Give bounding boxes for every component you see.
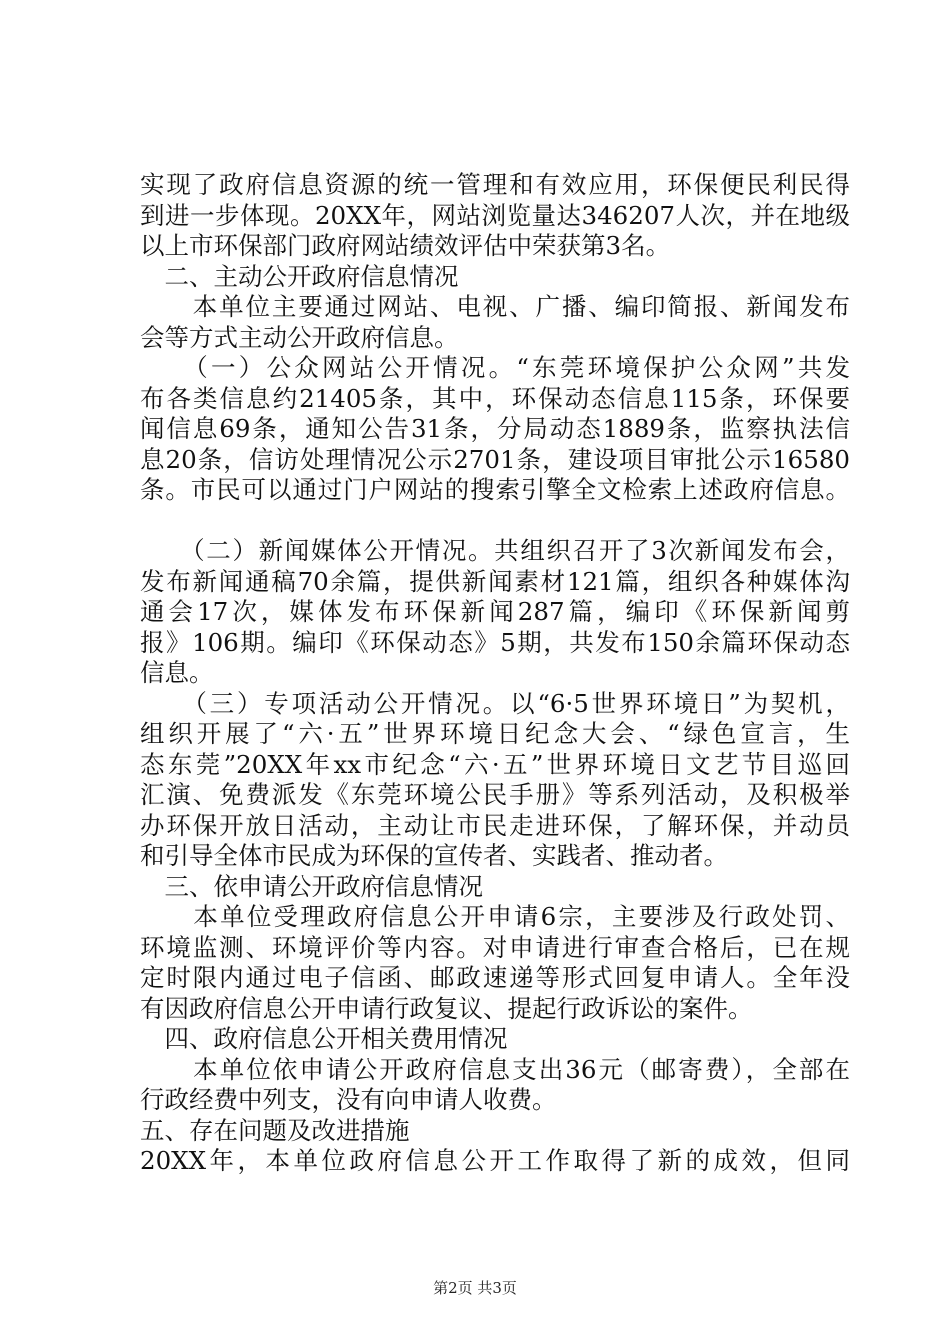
body-line: 环境监测、环境评价等内容。对申请进行审查合格后，已在规 — [140, 932, 850, 962]
body-line: 信息。 — [140, 658, 214, 687]
body-line: 息20条，信访处理情况公示2701条，建设项目审批公示16580 — [140, 444, 850, 474]
body-line: 20XX年，本单位政府信息公开工作取得了新的成效，但同 — [140, 1146, 850, 1175]
body-line: 本单位受理政府信息公开申请6宗，主要涉及行政处罚、 — [140, 902, 850, 931]
body-line: 实现了政府信息资源的统一管理和有效应用，环保便民利民得 — [140, 170, 850, 199]
body-line: 汇演、免费派发《东莞环境公民手册》等系列活动，及积极举 — [140, 780, 850, 809]
body-line: 和引导全体市民成为环保的宣传者、实践者、推动者。 — [140, 841, 728, 870]
body-line: （二）新闻媒体公开情况。共组织召开了3次新闻发布会， — [140, 536, 850, 565]
body-line: 闻信息69条，通知公告31条，分局动态1889条，监察执法信 — [140, 414, 850, 443]
body-line: 定时限内通过电子信函、邮政速递等形式回复申请人。全年没 — [140, 963, 850, 992]
body-line: 通会17次，媒体发布环保新闻287篇，编印《环保新闻剪 — [140, 597, 850, 626]
section-heading: 三、依申请公开政府信息情况 — [140, 871, 483, 901]
body-line: 组织开展了“六·五”世界环境日纪念大会、“绿色宣言，生 — [140, 719, 850, 748]
document-body — [140, 170, 850, 1177]
body-line: （一）公众网站公开情况。“东莞环境保护公众网”共发 — [140, 353, 850, 382]
body-line: 会等方式主动公开政府信息。 — [140, 322, 459, 352]
body-line: 办环保开放日活动，主动让市民走进环保，了解环保，并动员 — [140, 810, 850, 840]
body-line: 到进一步体现。20XX年，网站浏览量达346207人次，并在地级 — [140, 200, 850, 230]
page-number-footer: 第2页 共3页 — [433, 1279, 517, 1297]
body-line: 报》106期。编印《环保动态》5期，共发布150余篇环保动态 — [140, 627, 850, 657]
body-line: 发布新闻通稿70余篇，提供新闻素材121篇，组织各种媒体沟 — [140, 566, 850, 596]
body-line: 本单位主要通过网站、电视、广播、编印简报、新闻发布 — [140, 292, 850, 321]
body-line: 条。市民可以通过门户网站的搜索引擎全文检索上述政府信息。 — [140, 475, 850, 504]
section-heading: 二、主动公开政府信息情况 — [140, 261, 459, 291]
section-heading: 四、政府信息公开相关费用情况 — [140, 1024, 508, 1053]
body-line: 布各类信息约21405条，其中，环保动态信息115条，环保要 — [140, 383, 850, 413]
body-line: 本单位依申请公开政府信息支出36元（邮寄费），全部在 — [140, 1054, 850, 1084]
body-line: 态东莞”20XX年xx市纪念“六·五”世界环境日文艺节目巡回 — [140, 749, 850, 779]
section-heading: 五、存在问题及改进措施 — [140, 1115, 410, 1145]
body-line: （三）专项活动公开情况。以“6·5世界环境日”为契机， — [140, 688, 850, 718]
body-line: 以上市环保部门政府网站绩效评估中荣获第3名。 — [140, 231, 671, 260]
blank-line — [140, 506, 850, 537]
body-line: 行政经费中列支，没有向申请人收费。 — [140, 1085, 557, 1114]
body-line: 有因政府信息公开申请行政复议、提起行政诉讼的案件。 — [140, 993, 753, 1023]
